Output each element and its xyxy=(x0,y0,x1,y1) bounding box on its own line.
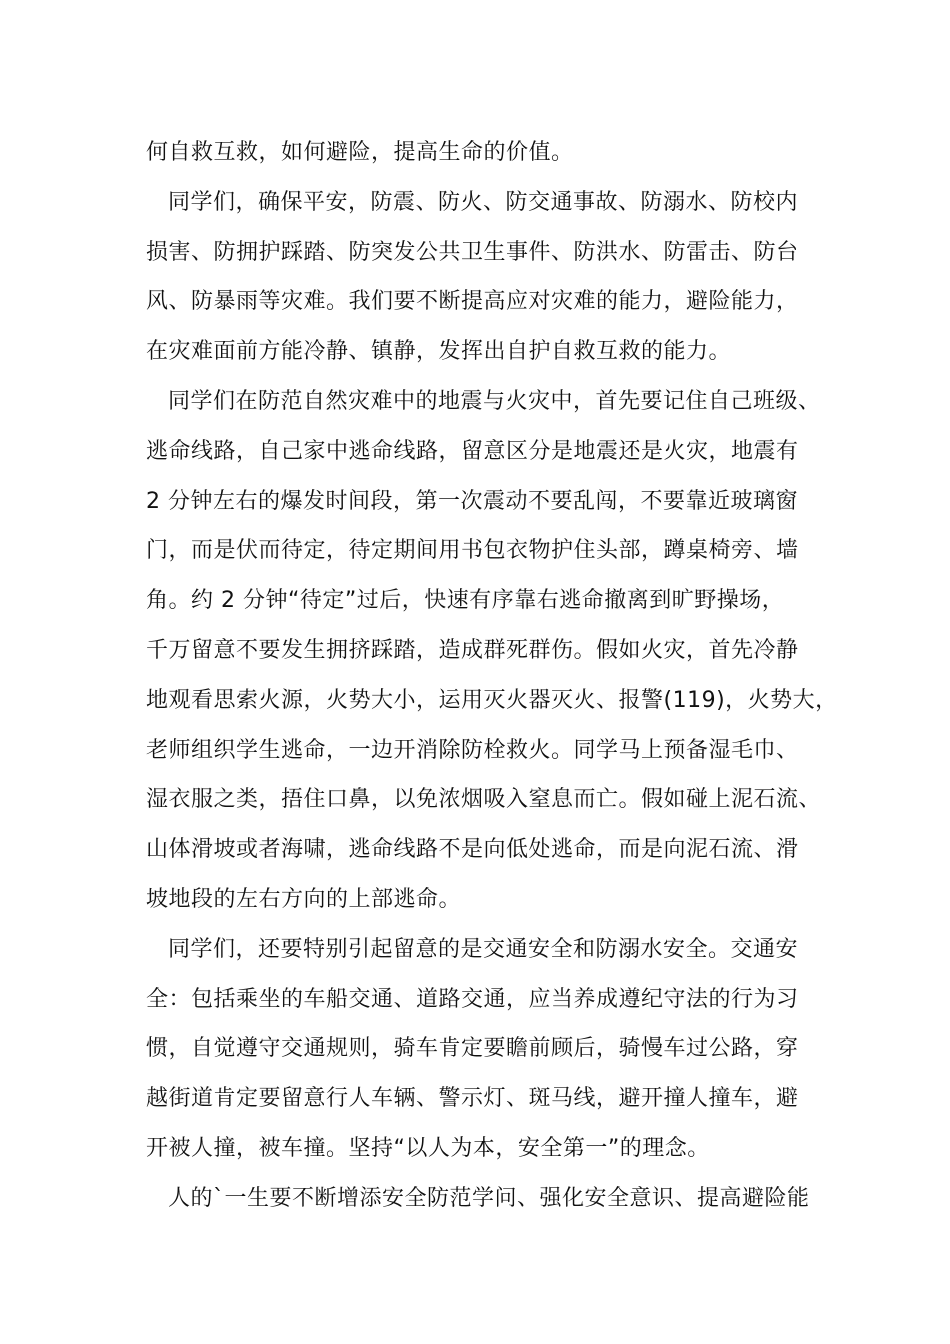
text-line: 惯，自觉遵守交通规则，骑车肯定要瞻前顾后，骑慢车过公路，穿 xyxy=(146,1036,799,1062)
document-body xyxy=(146,128,836,1224)
text-line: 损害、防拥护踩踏、防突发公共卫生事件、防洪水、防雷击、防台 xyxy=(146,239,799,265)
text-line: 门，而是伏而待定，待定期间用书包衣物护住头部，蹲桌椅旁、墙 xyxy=(146,538,799,564)
text-line: 同学们，还要特别引起留意的是交通安全和防溺水安全。交通安 xyxy=(168,936,799,962)
text-line: 越街道肯定要留意行人车辆、警示灯、斑马线，避开撞人撞车，避 xyxy=(146,1086,799,1112)
text-line: 全：包括乘坐的车船交通、道路交通，应当养成遵纪守法的行为习 xyxy=(146,986,799,1012)
text-line: 开被人撞，被车撞。坚持“以人为本，安全第一”的理念。 xyxy=(146,1135,710,1161)
text-line: 山体滑坡或者海啸，逃命线路不是向低处逃命，而是向泥石流、滑 xyxy=(146,837,799,863)
text-line: 坡地段的左右方向的上部逃命。 xyxy=(146,886,462,912)
text-line: 地观看思索火源，火势大小，运用灭火器灭火、报警(119)，火势大， xyxy=(146,687,838,713)
text-line: 在灾难面前方能冷静、镇静，发挥出自护自救互救的能力。 xyxy=(146,339,732,365)
text-line: 千万留意不要发生拥挤踩踏，造成群死群伤。假如火灾，首先冷静 xyxy=(146,637,799,663)
text-line: 同学们在防范自然灾难中的地震与火灾中，首先要记住自己班级、 xyxy=(168,388,821,414)
text-line: 何自救互救，如何避险，提高生命的价值。 xyxy=(146,140,574,165)
text-line: 湿衣服之类，捂住口鼻，以免浓烟吸入窒息而亡。假如碰上泥石流、 xyxy=(146,787,822,813)
text-line: 风、防暴雨等灾难。我们要不断提高应对灾难的能力，避险能力， xyxy=(146,289,799,315)
text-line: 人的`一生要不断增添安全防范学问、强化安全意识、提高避险能 xyxy=(168,1185,810,1211)
text-line: 2 分钟左右的爆发时间段，第一次震动不要乱闯，不要靠近玻璃窗 xyxy=(146,488,798,514)
text-line: 同学们，确保平安，防震、防火、防交通事故、防溺水、防校内 xyxy=(168,189,799,215)
text-line: 老师组织学生逃命，一边开消除防栓救火。同学马上预备湿毛巾、 xyxy=(146,737,799,763)
text-line: 角。约 2 分钟“待定”过后，快速有序靠右逃命撤离到旷野操场， xyxy=(146,588,785,614)
text-line: 逃命线路，自己家中逃命线路，留意区分是地震还是火灾，地震有 xyxy=(146,438,799,464)
